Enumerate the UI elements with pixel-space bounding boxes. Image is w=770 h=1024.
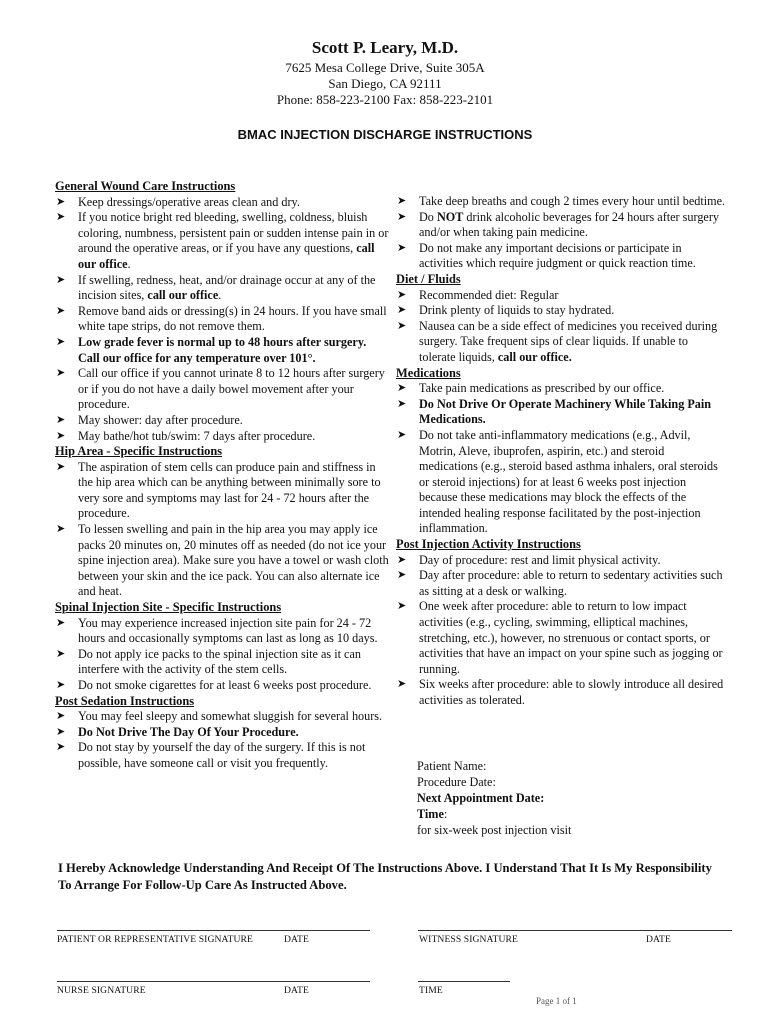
arrow-bullet-icon: ➤ bbox=[397, 195, 407, 207]
section-heading-diet: Diet / Fluids bbox=[396, 271, 461, 286]
date-label: DATE bbox=[284, 985, 309, 996]
list-item: ➤ Do Not Drive Or Operate Machinery While Taking Pain Medications. bbox=[397, 396, 712, 427]
list-item: ➤ Keep dressings/operative areas clean and dry. bbox=[56, 194, 300, 209]
time-label: Time bbox=[417, 807, 444, 821]
list-item: ➤ Do not take anti-inflammatory medications (e.g., Advil, Motrin, Aleve, ibuprofen, aspirin, etc.) and steroid medications (e.g., steroid based asthma inhalers, oral steroids or steroid injections) for at least 6 weeks post injection because these medications may block the effects of the intended healing response facilitated by the post-injection inflammation. bbox=[397, 427, 718, 536]
arrow-bullet-icon: ➤ bbox=[56, 647, 66, 660]
document-title: BMAC INJECTION DISCHARGE INSTRUCTIONS bbox=[237, 127, 533, 142]
arrow-bullet-icon: ➤ bbox=[397, 210, 407, 223]
patient-signature-line[interactable] bbox=[57, 930, 370, 931]
arrow-bullet-icon: ➤ bbox=[397, 569, 407, 582]
appointment-note: for six-week post injection visit bbox=[417, 823, 572, 837]
arrow-bullet-icon: ➤ bbox=[56, 195, 66, 208]
arrow-bullet-icon: ➤ bbox=[56, 741, 66, 754]
section-heading-sedation: Post Sedation Instructions bbox=[55, 693, 195, 708]
arrow-bullet-icon: ➤ bbox=[56, 679, 66, 691]
nurse-signature-line[interactable] bbox=[57, 981, 370, 982]
section-heading-activity: Post Injection Activity Instructions bbox=[396, 537, 581, 552]
arrow-bullet-icon: ➤ bbox=[56, 335, 66, 348]
witness-signature-line[interactable] bbox=[418, 930, 732, 931]
arrow-bullet-icon: ➤ bbox=[56, 523, 66, 536]
list-item: ➤ Do Not Drive The Day Of Your Procedure. bbox=[56, 724, 299, 739]
date-label: DATE bbox=[646, 934, 671, 945]
arrow-bullet-icon: ➤ bbox=[56, 616, 66, 629]
time-line[interactable] bbox=[418, 981, 510, 982]
arrow-bullet-icon: ➤ bbox=[397, 600, 407, 613]
patient-name-label: Patient Name: bbox=[417, 759, 487, 773]
arrow-bullet-icon: ➤ bbox=[56, 413, 66, 426]
address-line-1: 7625 Mesa College Drive, Suite 305A bbox=[285, 60, 485, 75]
section-heading-spinal: Spinal Injection Site - Specific Instructions bbox=[55, 600, 282, 615]
arrow-bullet-icon: ➤ bbox=[397, 382, 407, 395]
procedure-date-label: Procedure Date: bbox=[417, 775, 496, 789]
patient-info: Patient Name: Procedure Date: Next Appointment Date: Time: for six-week post injection visit bbox=[417, 758, 717, 838]
arrow-bullet-icon: ➤ bbox=[397, 304, 407, 317]
arrow-bullet-icon: ➤ bbox=[56, 710, 66, 723]
arrow-bullet-icon: ➤ bbox=[56, 304, 66, 317]
list-item: ➤ Do not stay by yourself the day of the surgery. If this is not possible, have someone call or visit you frequently. bbox=[56, 740, 366, 770]
right-column bbox=[396, 194, 726, 709]
list-item: ➤ Take pain medications as prescribed by our office. bbox=[397, 381, 665, 396]
list-item: ➤ Recommended diet: Regular bbox=[397, 287, 559, 302]
list-item: ➤ The aspiration of stem cells can produce pain and stiffness in the hip area which can be anything between minimally sore to very sore and symptoms may last for 24 - 72 hours after the procedure. bbox=[56, 459, 381, 521]
arrow-bullet-icon: ➤ bbox=[56, 429, 66, 442]
list-item: ➤ One week after procedure: able to return to low impact activities (e.g., cycling, swimming, elliptical machines, stretching, etc.), however, no strenuous or contact sports, or activities that have an impact on your spine such as jogging or running. bbox=[397, 599, 723, 676]
patient-signature-label: PATIENT OR REPRESENTATIVE SIGNATURE bbox=[57, 934, 253, 945]
list-item: ➤ You may feel sleepy and somewhat sluggish for several hours. bbox=[56, 709, 383, 724]
arrow-bullet-icon: ➤ bbox=[56, 273, 66, 286]
list-item: ➤ Six weeks after procedure: able to slowly introduce all desired activities as tolerated. bbox=[397, 677, 724, 707]
list-item: ➤ May shower: day after procedure. bbox=[56, 412, 243, 427]
time-label: TIME bbox=[419, 985, 443, 996]
list-item: ➤ May bathe/hot tub/swim: 7 days after procedure. bbox=[56, 428, 316, 443]
arrow-bullet-icon: ➤ bbox=[397, 288, 407, 301]
arrow-bullet-icon: ➤ bbox=[397, 241, 407, 254]
page-number: Page 1 of 1 bbox=[536, 996, 577, 1006]
list-item: ➤ You may experience increased injection site pain for 24 - 72 hours and occasionally symptoms can last as long as 10 days. bbox=[56, 615, 378, 646]
list-item: ➤ Do not apply ice packs to the spinal injection site as it can interfere with the activity of the stem cells. bbox=[56, 646, 361, 677]
next-appointment-label: Next Appointment Date: bbox=[417, 791, 545, 805]
section-heading-general: General Wound Care Instructions bbox=[55, 179, 236, 193]
arrow-bullet-icon: ➤ bbox=[56, 460, 66, 473]
list-item: ➤ Do not smoke cigarettes for at least 6 weeks post procedure. bbox=[56, 678, 372, 692]
doctor-name: Scott P. Leary, M.D. bbox=[311, 38, 459, 57]
phone-line: Phone: 858-223-2100 Fax: 858-223-2101 bbox=[276, 92, 494, 107]
address-line-2: San Diego, CA 92111 bbox=[328, 76, 442, 91]
arrow-bullet-icon: ➤ bbox=[397, 678, 407, 691]
list-item: ➤ Day after procedure: able to return to sedentary activities such as sitting at a desk or walking. bbox=[397, 568, 723, 598]
arrow-bullet-icon: ➤ bbox=[397, 428, 407, 441]
list-item: ➤ Call our office if you cannot urinate 8 to 12 hours after surgery or if you do not have a daily bowel movement after your procedure. bbox=[56, 366, 385, 412]
left-column bbox=[55, 179, 390, 772]
list-item: ➤ If you notice bright red bleeding, swelling, coldness, bluish coloring, numbness, persistent pain or sudden intense pain in or around the operative areas, or if you have any questions, call our office. bbox=[56, 210, 389, 271]
list-item: ➤ To lessen swelling and pain in the hip area you may apply ice packs 20 minutes on, 20 minutes off as needed (do not ice your spine injection area). Make sure you have a towel or wash cloth between your skin and the ice pack. You can also alternate ice and heat. bbox=[56, 522, 389, 599]
section-heading-hip: Hip Area - Specific Instructions bbox=[55, 444, 223, 459]
list-item: ➤ Do not make any important decisions or participate in activities which require judgment or quick reaction time. bbox=[397, 240, 696, 271]
acknowledgement-statement: I Hereby Acknowledge Understanding And Receipt Of The Instructions Above. I Understand That It Is My Responsibility To Arrange For Follow-Up Care As Instructed Above. bbox=[58, 861, 712, 892]
list-item: ➤ Day of procedure: rest and limit physical activity. bbox=[397, 552, 661, 567]
arrow-bullet-icon: ➤ bbox=[397, 319, 407, 332]
arrow-bullet-icon: ➤ bbox=[56, 367, 66, 380]
section-heading-medications: Medications bbox=[396, 365, 461, 380]
nurse-signature-label: NURSE SIGNATURE bbox=[57, 985, 146, 996]
list-item: ➤ Nausea can be a side effect of medicines you received during surgery. Take frequent sips of clear liquids. If unable to tolerate liquids, call our office. bbox=[397, 318, 718, 364]
arrow-bullet-icon: ➤ bbox=[397, 553, 407, 566]
list-item: ➤ If swelling, redness, heat, and/or drainage occur at any of the incision sites, call our office. bbox=[56, 272, 376, 303]
arrow-bullet-icon: ➤ bbox=[56, 211, 66, 224]
list-item: ➤ Remove band aids or dressing(s) in 24 hours. If you have small white tape strips, do not remove them. bbox=[56, 303, 387, 334]
arrow-bullet-icon: ➤ bbox=[397, 397, 407, 410]
date-label: DATE bbox=[284, 934, 309, 945]
list-item: ➤ Do NOT drink alcoholic beverages for 24 hours after surgery and/or when taking pain medicine. bbox=[397, 209, 719, 240]
list-item: ➤ Low grade fever is normal up to 48 hours after surgery. Call our office for any temperature over 101°. bbox=[56, 334, 367, 365]
list-item: ➤ Take deep breaths and cough 2 times every hour until bedtime. bbox=[397, 194, 726, 208]
witness-signature-label: WITNESS SIGNATURE bbox=[419, 934, 518, 945]
list-item: ➤ Drink plenty of liquids to stay hydrated. bbox=[397, 303, 615, 318]
arrow-bullet-icon: ➤ bbox=[56, 725, 66, 738]
